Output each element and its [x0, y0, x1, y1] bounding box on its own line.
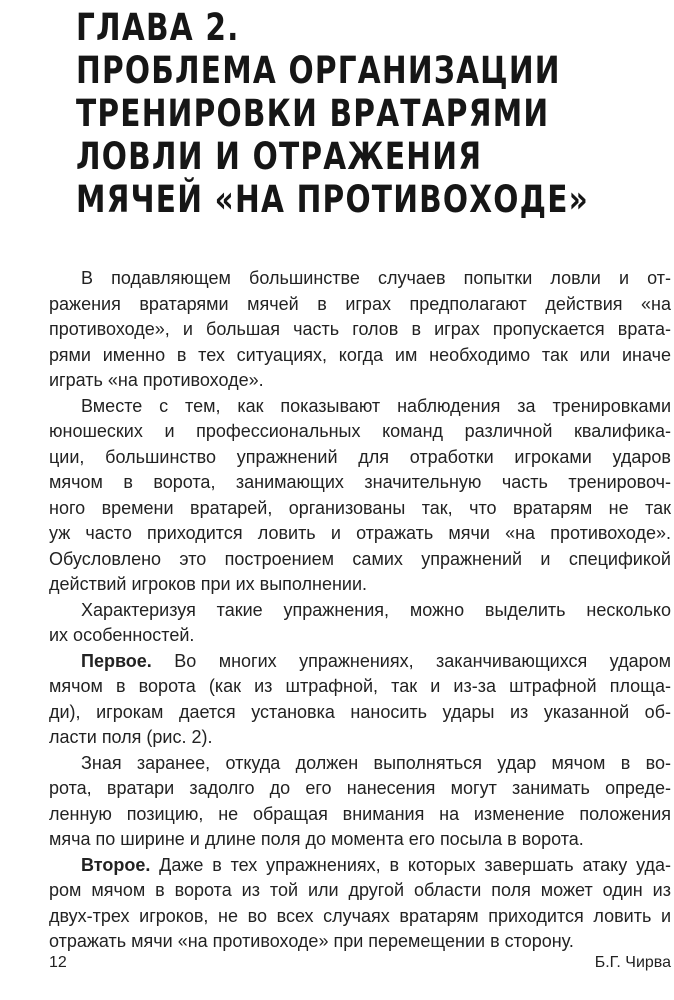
text-line: Зная заранее, откуда должен выполняться удар мячом в во- — [81, 752, 671, 773]
text-line — [49, 649, 671, 675]
text-line: Вместе с тем, как показывают наблюдения за тренировками — [81, 395, 671, 416]
chapter-title — [76, 6, 589, 221]
text-line: противоходе», и большая часть голов в играх пропускается врата- — [49, 319, 671, 339]
paragraph — [49, 649, 671, 751]
text-line: ного времени вратарей, организованы так, что вратарям не так — [49, 497, 671, 518]
text-line: ром мячом в ворота из той или другой области поля может один из — [49, 880, 671, 900]
text-line: уж часто приходится ловить и отражать мячи «на противоходе». — [49, 523, 671, 543]
paragraph — [49, 751, 671, 853]
text-span: Даже в тех упражнениях, в которых завершать атаку уда- — [150, 854, 671, 875]
paragraph — [49, 853, 671, 955]
text-span: Во многих упражнениях, заканчивающихся ударом — [151, 650, 671, 671]
text-line: мячом в ворота (как из штрафной, так и из-за штрафной площа- — [49, 676, 671, 696]
text-line: мячом в ворота, занимающих значительную часть тренировоч- — [49, 472, 671, 492]
text-line: ражения вратарями мячей в играх предполагают действия «на — [49, 293, 671, 314]
chapter-title-line: МЯЧЕЙ «НА ПРОТИВОХОДЕ» — [76, 178, 589, 221]
text-line: действий игроков при их выполнении. — [49, 574, 368, 594]
chapter-title-line: ГЛАВА 2. — [76, 6, 240, 49]
text-line: мяча по ширине и длине поля до момента его посыла в ворота. — [49, 829, 584, 849]
paragraph — [49, 266, 671, 394]
body-text — [49, 266, 671, 955]
text-line: ции, большинство упражнений для отработки игроками ударов — [49, 446, 671, 467]
lead-word: Второе. — [81, 854, 151, 875]
paragraph — [49, 394, 671, 598]
text-line — [49, 853, 671, 879]
text-line: рота, вратари задолго до его нанесения могут занимать опреде- — [49, 778, 671, 798]
text-line: двух-трех игроков, не во всех случаях вратарям приходится ловить и — [49, 905, 671, 926]
text-line: их особенностей. — [49, 625, 195, 645]
lead-word: Первое. — [81, 650, 152, 671]
text-line: ди), игрокам дается установка наносить удары из указанной об- — [49, 701, 671, 722]
text-line: играть «на противоходе». — [49, 370, 264, 390]
text-line: отражать мячи «на противоходе» при перемещении в сторону. — [49, 931, 574, 951]
chapter-title-line: ТРЕНИРОВКИ ВРАТАРЯМИ — [76, 92, 550, 135]
chapter-title-line: ЛОВЛИ И ОТРАЖЕНИЯ — [76, 135, 483, 178]
text-line: Обусловлено это построением самих упражнений и спецификой — [49, 548, 671, 569]
chapter-title-line: ПРОБЛЕМА ОРГАНИЗАЦИИ — [76, 49, 561, 92]
text-line: Характеризуя такие упражнения, можно выделить несколько — [81, 599, 671, 620]
text-line: ленную позицию, не обращая внимания на изменение положения — [49, 803, 671, 824]
footer-author: Б.Г. Чирва — [594, 954, 671, 971]
paragraph — [49, 598, 671, 649]
text-line: В подавляющем большинстве случаев попытки ловли и от- — [81, 268, 671, 288]
text-line: юношеских и профессиональных команд различной квалифика- — [49, 421, 671, 441]
text-line: ласти поля (рис. 2). — [49, 727, 213, 747]
text-line: рями именно в тех ситуациях, когда им необходимо так или иначе — [49, 344, 671, 365]
page-number: 12 — [49, 954, 67, 971]
